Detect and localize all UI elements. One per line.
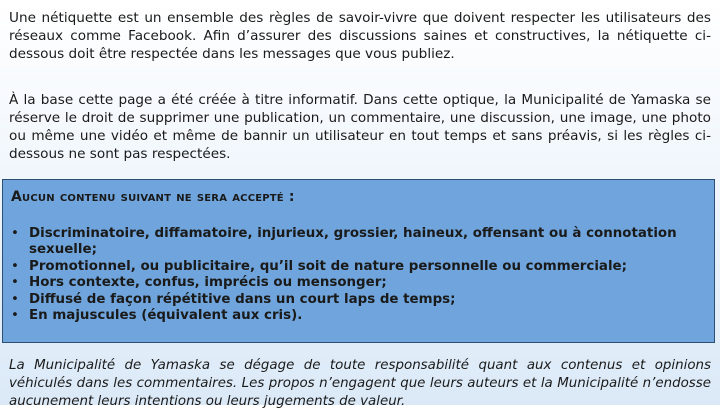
rule-item-text: Diffusé de façon répétitive dans un court laps de temps; [29, 291, 456, 307]
bullet-icon: • [11, 308, 19, 324]
rule-item-text: Discriminatoire, diffamatoire, injurieux, grossier, haineux, offensant ou à connotation sexuelle; [29, 226, 677, 258]
rules-box [2, 179, 715, 343]
rules-box-title: Aucun contenu suivant ne sera accepté : [11, 189, 295, 205]
disclaimer-text: La Municipalité de Yamaska se dégage de toute responsabilité quant aux contenus et opinions véhiculés dans les commentaires. Les propos n’engagent que leurs auteurs et la Municipalité n’endosse aucunement leurs intentions ou leurs jugements de valeur. [9, 358, 711, 409]
rule-item-text: En majuscules (équivalent aux cris). [29, 308, 303, 324]
rule-item [3, 292, 703, 308]
rule-item [3, 275, 703, 291]
intro-paragraph-1: Une nétiquette est un ensemble des règles de savoir-vivre que doivent respecter les utilisateurs des réseaux comme Facebook. Afin d’assurer des discussions saines et constructives, la nétiquette ci-dessous doit être respectée dans les messages que vous publiez. [9, 10, 711, 62]
intro-paragraph-2: À la base cette page a été créée à titre informatif. Dans cette optique, la Municipalité de Yamaska se réserve le droit de supprimer une publication, un commentaire, une discussion, une image, une photo ou même une vidéo et même de bannir un utilisateur en tout temps et sans préavis, si les règles ci-dessous ne sont pas respectées. [9, 92, 711, 162]
rule-item-text: Hors contexte, confus, imprécis ou mensonger; [29, 275, 387, 291]
rule-item [3, 226, 703, 259]
rule-item-text: Promotionnel, ou publicitaire, qu’il soit de nature personnelle ou commerciale; [29, 258, 627, 274]
rule-item [3, 308, 703, 324]
rules-list [3, 226, 703, 324]
bullet-icon: • [11, 275, 19, 291]
bullet-icon: • [11, 291, 19, 307]
bullet-icon: • [11, 226, 19, 241]
bullet-icon: • [11, 258, 19, 274]
rule-item [3, 259, 703, 275]
